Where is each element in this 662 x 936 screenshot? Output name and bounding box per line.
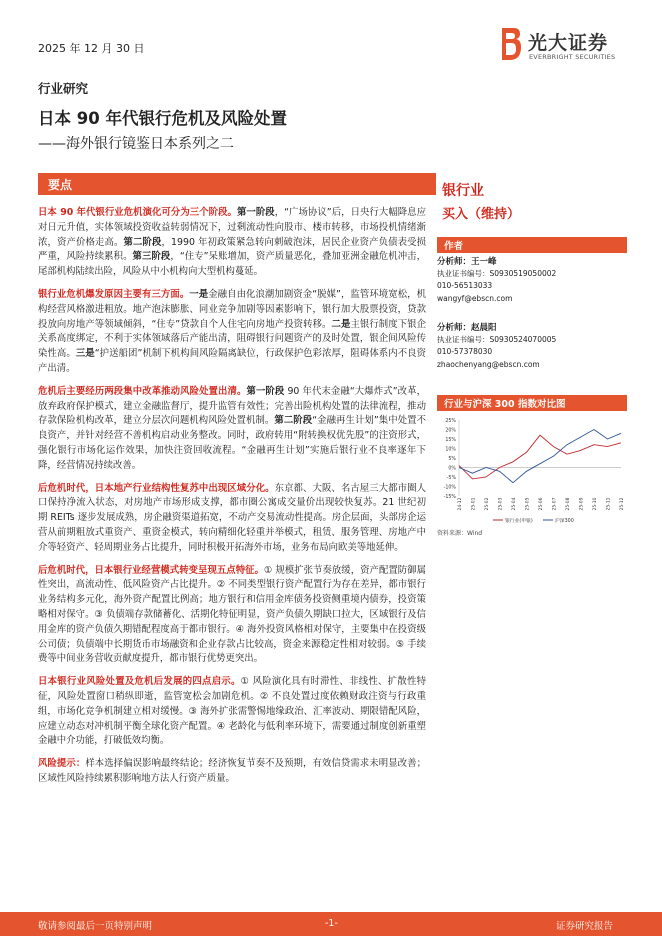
series-line: [459, 430, 621, 483]
everbright-logo-icon: [500, 26, 522, 62]
chart-label: 行业与沪深 300 指数对比图: [437, 395, 627, 411]
paragraph-text: 三是: [75, 348, 95, 360]
y-tick-label: -10%: [443, 485, 456, 491]
report-subtitle: ——海外银行镜鉴日本系列之二: [38, 136, 234, 152]
report-category: 行业研究: [38, 81, 89, 96]
paragraph-text: ，1990 年初政策紧急转向刺破泡沫，居民企业资产负债表受损严重，风险持续累积。: [38, 236, 426, 263]
paragraph-heading: 银行业危机爆发原因主要有三方面。: [38, 288, 190, 300]
analyst-name: 分析师：王一峰: [437, 257, 497, 267]
y-tick-label: 10%: [445, 447, 456, 453]
summary-header-bar: [38, 173, 436, 195]
report-date: 2025 年 12 月 30 日: [38, 42, 145, 55]
y-tick-label: 20%: [445, 428, 456, 434]
summary-paragraph: [38, 385, 426, 474]
paragraph-heading: 风险提示：: [38, 758, 86, 770]
paragraph-heading: 日本 90 年代银行业危机演化可分为三个阶段。: [38, 207, 237, 218]
paragraph-heading: 日本银行业风险处置及危机后发展的四点启示。: [38, 676, 241, 688]
paragraph-text: 东京都、大阪、名古屋三大都市圈人口保持净流入状态，对房地产市场形成支撑，都市圈公寓成交量价出现较快复苏。21 世纪初期 REITs 逐步发展成熟，房企融资渠道拓宽，不动产交易流动性提高。房企层面，头部房企运营从前期粗放式重资产、重资金模式，转向精细化轻重并举模式，租赁、服务管理、房地产中介等轻资产、轻周期业务占比提升，同时积极开拓海外市场，业务布局向欧美等地延伸。: [38, 482, 426, 553]
x-tick-label: 25-06: [539, 497, 544, 511]
x-tick-label: 25-08: [566, 497, 571, 511]
paragraph-text: 金融自由化浪潮加剧资金“脱媒”，监管环境宽松，机构经营风格激进粗放。地产泡沫膨胀、同业竞争加剧等因素影响下，银行加大股票投资，贷款投放向房地产等领域倾斜，“住专”贷款自个人住宅向房地产投资转移。: [38, 288, 426, 330]
paragraph-text: 第一阶段: [236, 207, 275, 218]
legend-label: 沪深300: [555, 519, 574, 524]
paragraph-text: 第二阶段: [123, 236, 162, 248]
analyst-phone: 010-57378030: [437, 347, 493, 357]
summary-paragraph: [38, 675, 426, 749]
rating: 买入（维持）: [442, 207, 521, 222]
x-tick-label: 25-04: [512, 497, 517, 511]
analyst-cert: 执业证书编号：S0930519050002: [437, 269, 557, 279]
analyst-phone: 010-56513033: [437, 281, 493, 291]
footer-bar: [0, 912, 662, 936]
summary-paragraph: [38, 482, 426, 556]
paragraph-text: 样本选择偏误影响最终结论；经济恢复节奏不及预期，有效信贷需求未明显改善；区域性风险持续累积影响地方法人行资产质量。: [38, 758, 426, 784]
paragraph-text: “护送船团”机制下机构间风险隔离缺位，行政保护色彩浓厚，阻碍体系内不良资产出清。: [38, 348, 426, 374]
author-label: 作者: [437, 237, 627, 253]
paragraph-text: 二是: [331, 318, 351, 330]
analyst-2: [437, 322, 556, 371]
paragraph-heading: 危机后主要经历两段集中改革推动风险处置出清。: [38, 385, 247, 397]
logo-text-en: EVERBRIGHT SECURITIES: [529, 53, 616, 61]
paragraph-text: 第一阶段: [246, 385, 285, 397]
page-number: -1-: [325, 918, 338, 929]
y-tick-label: -15%: [443, 495, 456, 500]
paragraph-heading: 后危机时代，日本银行业经营模式转变呈现五点特征。: [38, 564, 264, 576]
x-tick-label: 25-07: [552, 497, 558, 511]
analyst-email[interactable]: zhaochenyang@ebscn.com: [437, 359, 540, 369]
y-tick-label: 15%: [445, 438, 456, 443]
paragraph-text: ，“住专”呆账增加，资产质量恶化，叠加亚洲金融危机冲击，尾部机构陆续出险，风险从中小机构向大型机构蔓延。: [38, 251, 426, 278]
legend-label: 银行业(申银): [505, 519, 533, 524]
series-line: [459, 435, 621, 479]
footer-disclaimer: 敬请参阅最后一页特别声明: [38, 921, 153, 932]
paragraph-text: 第三阶段: [132, 251, 171, 263]
x-tick-label: 25-11: [606, 497, 612, 511]
summary-body: [38, 206, 426, 795]
x-tick-label: 25-05: [525, 497, 531, 511]
x-tick-label: 24-12: [458, 497, 463, 511]
summary-paragraph: [38, 757, 426, 787]
paragraph-text: 主银行制度下银企关系高度绑定，不利于实体领域落后产能出清，阻碍银行问题资产的及时处置，银企间风险传染性高。: [38, 318, 426, 360]
paragraph-text: 90 年代末金融“大爆炸式”改革，放弃政府保护模式，建立金融监督厅，提升监管有效性；完善出险机构处置的法律流程，推动存款保险机构改革，建立分层次问题机构风险处置机制。: [38, 385, 426, 427]
y-tick-label: 0%: [448, 466, 456, 472]
footer-report-type: 证券研究报告: [556, 921, 614, 932]
y-tick-label: 25%: [445, 419, 456, 424]
paragraph-heading: 后危机时代，日本地产行业结构性复苏中出现区域分化。: [38, 482, 275, 494]
paragraph-text: “金融再生计划”集中处置不良资产，并针对经营不善机构启动业务整改。同时，政府转用“附转换权优先股”的注资形式，强化银行市场化运作效果，加快注资回收流程。“金融再生计划”实施后银行业不良率逐年下降，经营情况持续改善。: [38, 415, 426, 471]
index-comparison-chart: [437, 414, 627, 526]
x-tick-label: 25-01: [471, 497, 477, 511]
summary-paragraph: [38, 564, 426, 668]
x-tick-label: 25-09: [579, 497, 585, 511]
summary-paragraph: [38, 288, 426, 377]
report-title: 日本 90 年代银行危机及风险处置: [38, 109, 287, 128]
y-tick-label: -5%: [446, 476, 456, 481]
paragraph-text: 第二阶段: [274, 415, 313, 427]
x-tick-label: 25-12: [620, 497, 625, 511]
summary-paragraph: [38, 206, 426, 280]
paragraph-text: ① 规模扩张节奏放缓，资产配置防御属性突出，高流动性、低风险资产占比提升。② 不同类型银行资产配置行为存在差异，都市银行业务结构多元化，海外资产配置比例高；地方银行和信用金库债务投资侧重境内债券，投资策略相对保守。③ 负债端存款储蓄化、活期化特征明显，资产负债久期缺口拉大，区域银行及信用金库的资产负债久期错配程度高于都市银行。④ 海外投资风格相对保守，主要集中在投资级公司债；负债端中长期货币市场融资和企业存款占比较高，资金来源稳定性相对较弱。⑤ 手续费等中间业务营收贡献度提升，都市银行优势更突出。: [38, 564, 426, 665]
paragraph-text: 一是: [189, 288, 209, 300]
summary-label: 要点: [48, 178, 73, 192]
industry-name: 银行业: [442, 183, 484, 199]
analyst-cert: 执业证书编号：S0930524070005: [437, 335, 557, 345]
x-tick-label: 25-10: [593, 497, 598, 511]
logo-text-cn: 光大证券: [528, 32, 609, 54]
x-tick-label: 25-03: [498, 497, 504, 511]
analyst-1: [437, 256, 556, 305]
chart-source: 资料来源：Wind: [437, 530, 483, 537]
analyst-email[interactable]: wangyf@ebscn.com: [437, 293, 513, 303]
analyst-name: 分析师：赵晨阳: [437, 323, 497, 333]
paragraph-text: ，“广场协议”后，日央行大幅降息应对日元升值，实体领域投资收益转弱情况下，过剩流动性向股市、楼市转移，市场投机情绪渐浓，资产价格走高。: [38, 207, 426, 248]
paragraph-text: ① 风险演化具有时滞性、非线性、扩散性特征，风险处置窗口稍纵即逝，监管宽松会加剧危机。② 不良处置过度依赖财政注资与行政重组，市场化竞争机制建立相对缓慢。③ 海外扩张需警惕地缘政治、汇率波动、期限错配风险，应建立动态对冲机制平衡全球化资产配置。④ 老龄化与低利率环境下，需要通过制度创新重塑金融中介功能，打破低效均衡。: [38, 676, 426, 747]
x-tick-label: 25-02: [485, 497, 490, 511]
company-logo: [500, 26, 630, 66]
y-tick-label: 5%: [448, 457, 456, 462]
